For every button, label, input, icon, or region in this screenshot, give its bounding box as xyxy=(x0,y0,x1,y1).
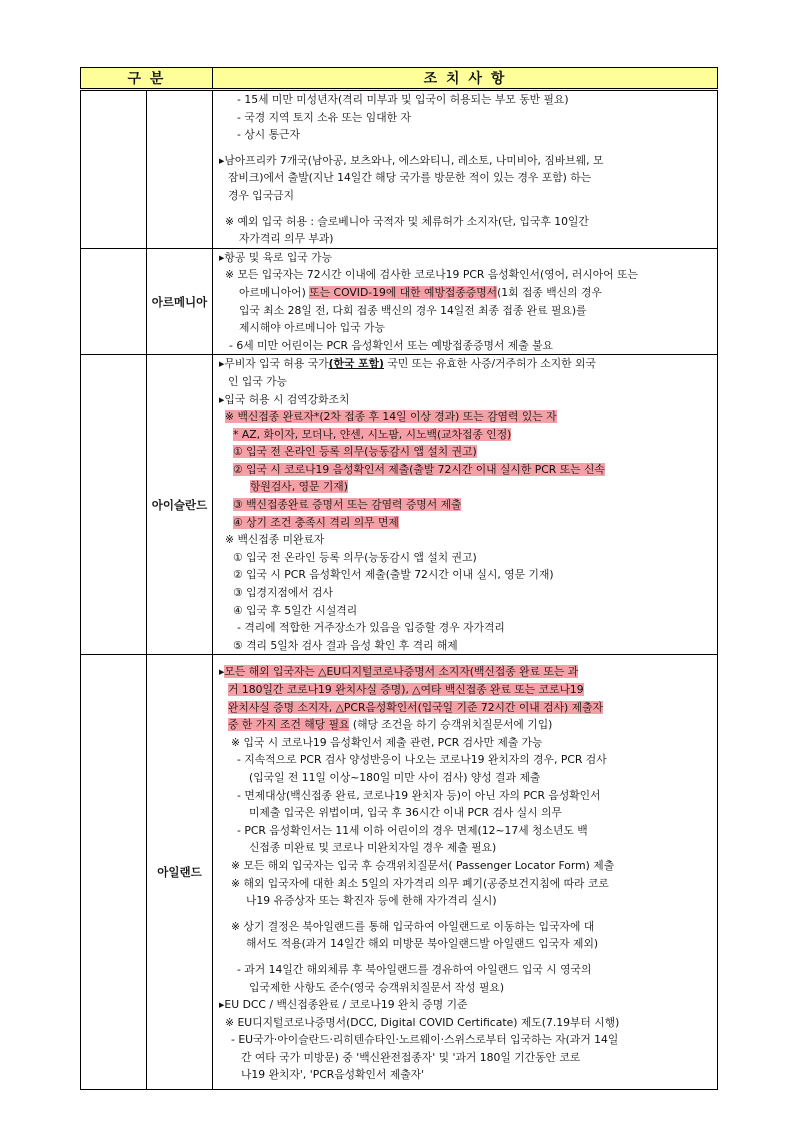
text-line xyxy=(219,514,713,532)
measures-table xyxy=(80,67,718,1090)
measures-content xyxy=(213,91,717,248)
line-text: ※ 상기 결정은 북아일랜드를 통해 입국하여 아일랜드로 이동하는 입국자에 대 xyxy=(231,919,595,933)
line-spacer xyxy=(219,910,713,918)
line-text: ② 입국 시 PCR 음성확인서 제출(출발 72시간 이내 실시, 영문 기재) xyxy=(233,568,554,582)
highlighted-text: ④ 상기 조건 충족시 격리 의무 면제 xyxy=(233,515,399,529)
line-text: ④ 입국 후 5일간 시설격리 xyxy=(233,603,358,617)
line-spacer xyxy=(219,655,713,663)
text-line xyxy=(219,249,713,267)
line-text: 신접종 미완료 및 코로나 미완치자일 경우 제출 필요) xyxy=(249,841,497,855)
text-line xyxy=(219,961,713,979)
line-text: 아르메니아어) xyxy=(239,285,310,299)
line-text: 인 입국 가능 xyxy=(228,374,288,388)
line-text: - 국경 지역 토지 소유 또는 임대한 자 xyxy=(237,110,411,124)
country-cell: 아이슬란드 xyxy=(147,355,213,655)
measures-content xyxy=(213,355,717,654)
highlighted-text: 모든 해외 입국자는 △EU디지털코로나증명서 소지자(백신접종 완료 또는 과 xyxy=(224,665,579,679)
line-text: (해당 조건을 하기 승객위치질문서에 기입) xyxy=(349,718,553,732)
text-line xyxy=(219,787,713,805)
text-line xyxy=(219,391,713,409)
text-line xyxy=(219,355,713,373)
text-line xyxy=(219,996,713,1014)
region-cell xyxy=(81,248,147,355)
line-text: - 상시 통근자 xyxy=(237,128,300,142)
line-text: ※ 모든 해외 입국자는 입국 후 승객위치질문서( Passenger Locator Form) 제출 xyxy=(231,858,615,872)
text-line xyxy=(219,531,713,549)
country-cell: 아일랜드 xyxy=(147,655,213,1090)
text-line xyxy=(219,337,713,355)
line-text: 제시해야 아르메니아 입국 가능 xyxy=(239,321,385,335)
line-text: ▸남아프리카 7개국(남아공, 보츠와나, 에스와티니, 레소토, 나미비아, 짐바브웨, 모 xyxy=(219,153,604,167)
line-text: - 6세 미만 어린이는 PCR 음성확인서 또는 예방접종증명서 제출 불요 xyxy=(229,338,553,352)
text-line xyxy=(219,875,713,893)
text-line xyxy=(219,566,713,584)
region-cell xyxy=(81,655,147,1090)
line-text: ▸항공 및 육로 입국 가능 xyxy=(219,250,333,264)
measures-cell xyxy=(213,355,718,655)
text-line xyxy=(219,979,713,997)
line-text: 입국 최소 28일 전, 다회 접종 백신의 경우 14일전 최종 접종 완료 필요)를 xyxy=(239,303,587,317)
line-text: ▸ xyxy=(219,665,225,679)
highlighted-text: ② 입국 시 코로나19 음성확인서 제출(출발 72시간 이내 실시한 PCR 또는 신속 xyxy=(233,462,605,476)
highlighted-text: ① 입국 전 온라인 등록 의무(능동감시 앱 설치 권고) xyxy=(233,445,477,459)
text-line xyxy=(219,284,713,302)
header-category: 구 분 xyxy=(81,68,213,90)
highlighted-text: 항원검사, 영문 기재) xyxy=(250,480,348,494)
line-text: 국민 또는 유효한 사증/거주허가 소지한 외국 xyxy=(383,357,596,371)
line-text: - 지속적으로 PCR 검사 양성반응이 나오는 코로나19 완치자의 경우, PCR 검사 xyxy=(237,753,607,767)
header-row xyxy=(81,68,718,90)
line-text: - EU국가·아이슬란드·리히텐슈타인·노르웨이·스위스로부터 입국하는 자(과거 14일 xyxy=(231,1033,619,1047)
line-text: ▸무비자 입국 허용 국가 xyxy=(219,357,329,371)
table-row xyxy=(81,90,718,249)
text-line xyxy=(219,1049,713,1067)
region-cell xyxy=(81,90,147,249)
line-text: - 면제대상(백신접종 완료, 코로나19 완치자 등)이 아닌 자의 PCR 음성확인서 xyxy=(237,788,601,802)
measures-cell xyxy=(213,90,718,249)
text-line xyxy=(219,1014,713,1032)
text-line xyxy=(219,478,713,496)
text-line xyxy=(219,91,713,109)
text-line xyxy=(219,892,713,910)
text-line xyxy=(219,408,713,426)
highlighted-text: 완치사실 증명 소지자, △PCR음성확인서(입국일 기준 72시간 이내 검사) 제출자 xyxy=(228,700,603,714)
line-text: ③ 입경지점에서 검사 xyxy=(233,586,333,600)
highlighted-text: * AZ, 화이자, 모더나, 얀센, 시노팜, 시노백(교차접종 인정) xyxy=(233,427,512,441)
line-spacer xyxy=(219,953,713,961)
line-text: 자가격리 의무 부과) xyxy=(239,232,334,246)
text-line xyxy=(219,152,713,170)
line-text: 해서도 적용(과거 14일간 해외 미방문 북아일랜드발 아일랜드 입국자 제외) xyxy=(246,937,599,951)
text-line xyxy=(219,319,713,337)
line-text: - 격리에 적합한 거주장소가 있음을 입증할 경우 자가격리 xyxy=(237,621,505,635)
line-text: ▸EU DCC / 백신접종완료 / 코로나19 완치 증명 기준 xyxy=(219,998,468,1012)
text-line xyxy=(219,663,713,681)
text-line xyxy=(219,373,713,391)
line-text: ※ 해외 입국자에 대한 최소 5일의 자가격리 의무 폐기(공중보건지침에 따라 코로 xyxy=(231,876,609,890)
text-line xyxy=(219,839,713,857)
text-line xyxy=(219,230,713,248)
table-row xyxy=(81,655,718,1090)
line-text: ※ 입국 시 코로나19 음성확인서 제출 관련, PCR 검사만 제출 가능 xyxy=(231,735,543,749)
table-row xyxy=(81,355,718,655)
text-line xyxy=(219,918,713,936)
text-line xyxy=(219,602,713,620)
measures-content xyxy=(213,249,717,355)
text-line xyxy=(219,109,713,127)
text-line xyxy=(219,187,713,205)
line-text: ※ EU디지털코로나증명서(DCC, Digital COVID Certificate) 제도(7.19부터 시행) xyxy=(225,1015,620,1029)
measures-content xyxy=(213,655,717,1084)
line-text: 나19 완치자', 'PCR음성확인서 제출자' xyxy=(241,1068,425,1082)
text-line xyxy=(219,169,713,187)
line-spacer xyxy=(219,144,713,152)
text-line xyxy=(219,126,713,144)
region-cell xyxy=(81,355,147,655)
text-line xyxy=(219,584,713,602)
table-row xyxy=(81,248,718,355)
highlighted-text: 거 180일간 코로나19 완치사실 증명), △여타 백신접종 완료 또는 코로나19 xyxy=(228,683,584,696)
line-text: 잠비크)에서 출발(지난 14일간 해당 국가를 방문한 적이 있는 경우 포함) 하는 xyxy=(228,171,592,185)
line-text: - PCR 음성확인서는 11세 이하 어린이의 경우 면제(12~17세 청소년도 백 xyxy=(237,823,588,837)
measures-cell xyxy=(213,248,718,355)
line-text: 입국제한 사항도 준수(영국 승객위치질문서 작성 필요) xyxy=(249,980,505,994)
line-text: 경우 입국금지 xyxy=(228,188,295,202)
line-text: (1회 접종 백신의 경우 xyxy=(497,285,602,299)
text-line xyxy=(219,822,713,840)
measures-cell xyxy=(213,655,718,1090)
highlighted-text: 또는 COVID-19에 대한 예방접종증명서 xyxy=(309,285,498,299)
text-line xyxy=(219,461,713,479)
text-line xyxy=(219,681,713,699)
text-line xyxy=(219,1066,713,1084)
header-measures: 조 치 사 항 xyxy=(213,68,718,90)
text-line xyxy=(219,804,713,822)
text-line xyxy=(219,751,713,769)
highlighted-text: ③ 백신접종완료 증명서 또는 감염력 증명서 제출 xyxy=(233,498,462,512)
line-text: ※ 예외 입국 허용 : 슬로베니아 국적자 및 체류허가 소지자(단, 입국후 10일간 xyxy=(225,214,589,228)
line-text: 미제출 입국은 위법이며, 입국 후 36시간 이내 PCR 검사 실시 의무 xyxy=(249,806,562,820)
emphasis-text: (한국 포함) xyxy=(328,357,384,371)
line-text: ※ 모든 입국자는 72시간 이내에 검사한 코로나19 PCR 음성확인서(영어, 러시아어 또는 xyxy=(225,268,638,282)
line-text: ① 입국 전 온라인 등록 의무(능동감시 앱 설치 권고) xyxy=(233,550,477,564)
line-text: ⑤ 격리 5일차 검사 결과 음성 확인 후 격리 해제 xyxy=(233,638,458,652)
highlighted-text: ※ 백신접종 완료자*(2차 접종 후 14일 이상 경과) 또는 감염력 있는 자 xyxy=(225,410,557,424)
text-line xyxy=(219,1031,713,1049)
country-cell: 아르메니아 xyxy=(147,248,213,355)
text-line xyxy=(219,213,713,231)
line-text: 간 여타 국가 미방문) 중 '백신완전접종자' 및 '과거 180일 기간동안 코로 xyxy=(241,1050,581,1064)
line-text: ※ 백신접종 미완료자 xyxy=(225,533,325,547)
text-line xyxy=(219,619,713,637)
text-line xyxy=(219,769,713,787)
country-cell xyxy=(147,90,213,249)
text-line xyxy=(219,549,713,567)
line-text: (입국일 전 11일 이상~180일 미만 사이 검사) 양성 결과 제출 xyxy=(249,770,541,784)
text-line xyxy=(219,637,713,655)
text-line xyxy=(219,734,713,752)
line-text: - 15세 미만 미성년자(격리 미부과 및 입국이 허용되는 부모 동반 필요) xyxy=(237,93,569,106)
text-line xyxy=(219,857,713,875)
text-line xyxy=(219,716,713,734)
line-spacer xyxy=(219,205,713,213)
line-text: ▸입국 허용 시 검역강화조치 xyxy=(219,392,350,406)
line-text: 나19 유증상자 또는 확진자 등에 한해 자가격리 실시) xyxy=(246,894,497,908)
highlighted-text: 중 한 가지 조건 해당 필요 xyxy=(228,718,350,732)
line-text: - 과거 14일간 해외체류 후 북아일랜드를 경유하여 아일랜드 입국 시 영국의 xyxy=(237,962,592,976)
text-line xyxy=(219,699,713,717)
text-line xyxy=(219,266,713,284)
text-line xyxy=(219,935,713,953)
text-line xyxy=(219,426,713,444)
text-line xyxy=(219,496,713,514)
text-line xyxy=(219,443,713,461)
text-line xyxy=(219,302,713,320)
